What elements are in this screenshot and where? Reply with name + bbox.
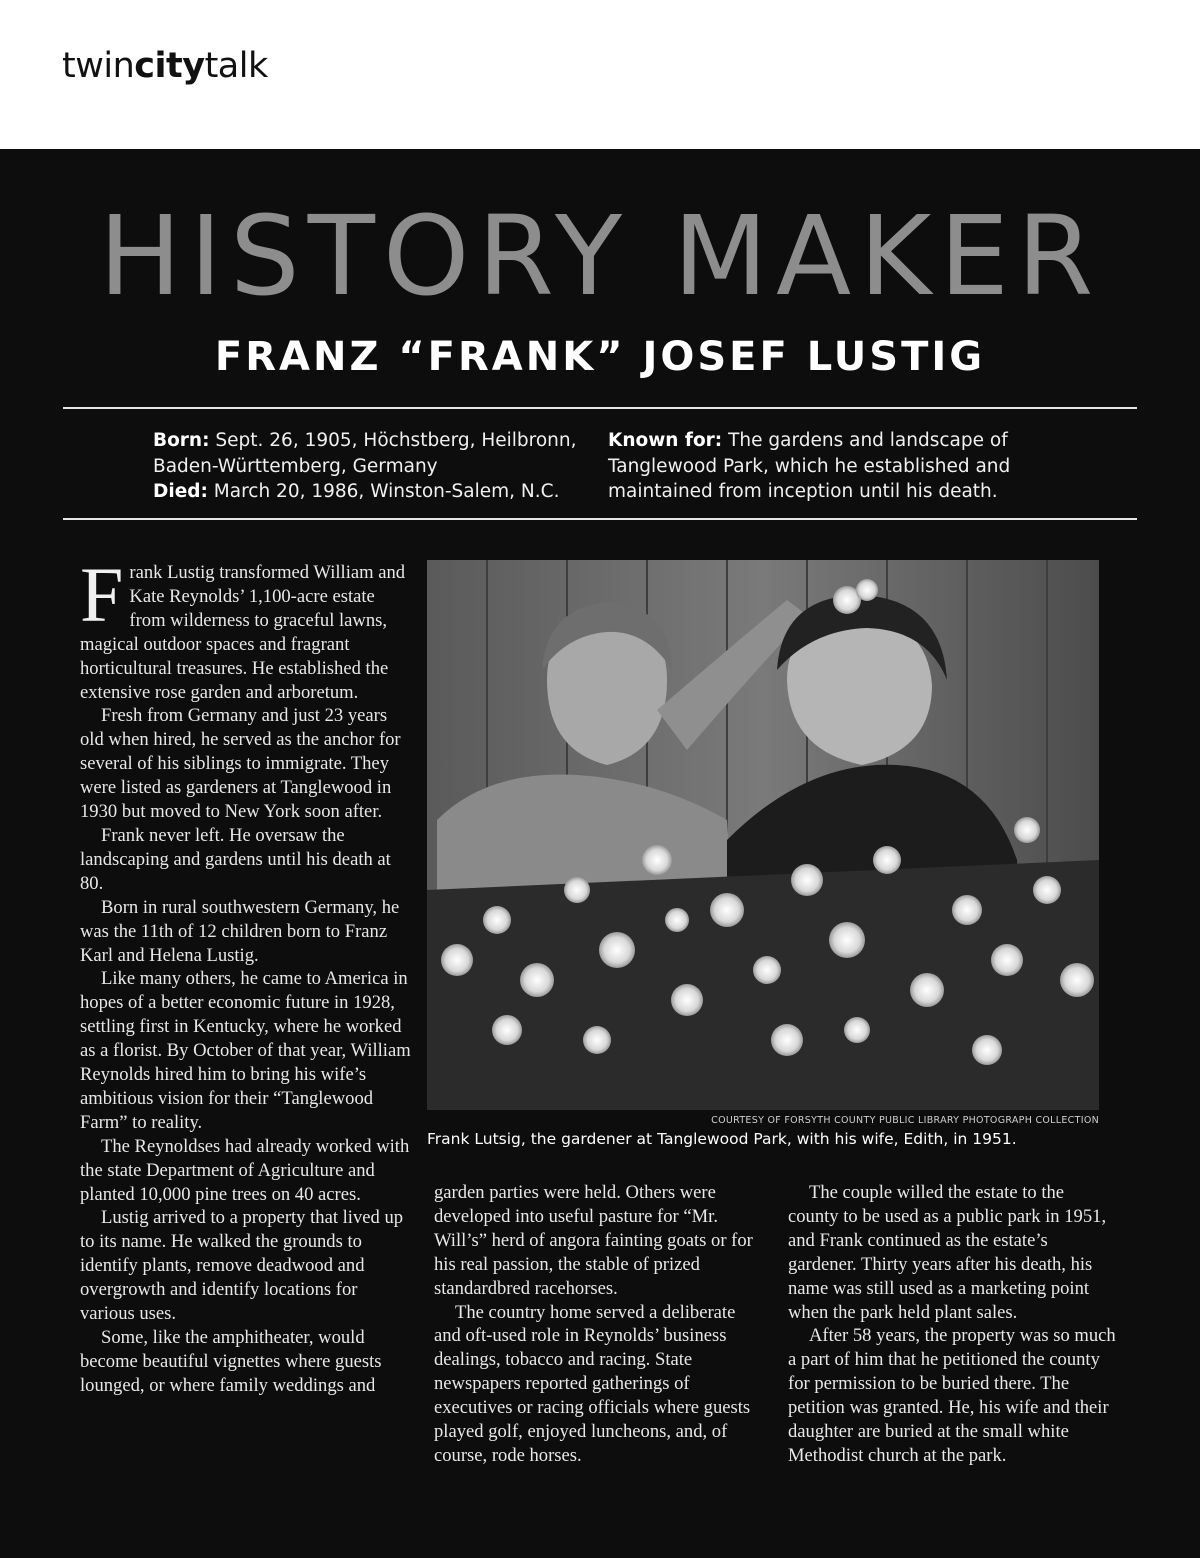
paragraph-11: The couple willed the estate to the county to be used as a public park in 1951, and Frank continued as the estate’s gardener. Thirty years after his death, his name was still used as a marketing point when the park held plant sales. [788,1182,1107,1323]
paragraph-12: After 58 years, the property was so much a part of him that he petitioned the county for permission to be buried there. The petition was granted. He, his wife and their daughter are buried at the small white Methodist church at the park. [788,1325,1116,1466]
born-line [153,428,593,479]
facts-known-for [608,428,1048,505]
paragraph-2: Fresh from Germany and just 23 years old when hired, he served as the anchor for several of his siblings to immigrate. They were listed as gardeners at Tanglewood in 1930 but moved to New York soon after. [80,705,401,823]
paragraph-3: Frank never left. He oversaw the landscaping and gardens until his death at 80. [80,824,391,894]
article-headline: FRANZ “FRANK” JOSEF LUSTIG [214,334,986,380]
bottom-divider [63,518,1137,520]
paragraph-4: Born in rural southwestern Germany, he was the 11th of 12 children born to Franz Karl and Helena Lustig. [80,896,400,966]
paragraph-7: Lustig arrived to a property that lived up to its name. He walked the grounds to identify plants, remove deadwood and overgrowth and identify locations for various uses. [80,1207,404,1325]
died-value: March 20, 1986, Winston-Salem, N.C. [207,481,560,502]
photo-illustration [427,560,1099,1110]
logo-bold: city [134,46,205,86]
logo-suffix: talk [204,46,268,86]
born-value: Sept. 26, 1905, Höchstberg, Heilbronn, Baden-Württemberg, Germany [153,430,577,477]
historical-photo [427,560,1099,1110]
logo-prefix: twin [62,46,135,86]
section-kicker: HISTORY MAKER [98,192,1102,320]
photo-credit: COURTESY OF FORSYTH COUNTY PUBLIC LIBRARY PHOTOGRAPH COLLECTION [711,1115,1099,1126]
paragraph-1: Frank Lustig transformed William and Kate Reynolds’ 1,100-acre estate from wilderness to graceful lawns, magical outdoor spaces and fragrant horticultural treasures. He established the extensive rose garden and arboretum. [80,551,406,703]
top-divider [63,407,1137,409]
masthead [0,0,1200,149]
died-line [153,479,593,505]
died-label: Died: [153,481,208,502]
born-label: Born: [153,430,210,451]
paragraph-9: garden parties were held. Others were developed into useful pasture for “Mr. Will’s” herd of angora fainting goats or for his real passion, the stable of prized standardbred racehorses. [434,1182,753,1299]
paragraph-6: The Reynoldses had already worked with the state Department of Agriculture and planted 10,000 pine trees on 40 acres. [80,1135,410,1205]
photo-caption: Frank Lutsig, the gardener at Tanglewood Park, with his wife, Edith, in 1951. [427,1130,1017,1148]
facts-born-died [153,428,593,505]
paragraph-8: Some, like the amphitheater, would become beautiful vignettes where guests lounged, or where family weddings and [80,1327,382,1396]
paragraph-5: Like many others, he came to America in hopes of a better economic future in 1928, settling first in Kentucky, where he worked as a florist. By October of that year, William Reynolds hired him to bring his wife’s ambitious vision for their “Tanglewood Farm” to reality. [80,968,411,1133]
publication-logo[interactable] [62,46,268,86]
article-column-2 [434,1181,764,1468]
known-value: The gardens and landscape of Tanglewood Park, which he established and maintained from inception until his death. [608,430,1011,502]
known-label: Known for: [608,430,723,451]
drop-cap: F [80,551,124,638]
paragraph-10: The country home served a deliberate and oft-used role in Reynolds’ business dealings, tobacco and racing. State newspapers reported gatherings of executives or racing officials where guests played golf, enjoyed luncheons, and, of course, rode horses. [434,1301,751,1466]
article-column-1 [80,551,415,1398]
article-column-3 [788,1181,1118,1468]
